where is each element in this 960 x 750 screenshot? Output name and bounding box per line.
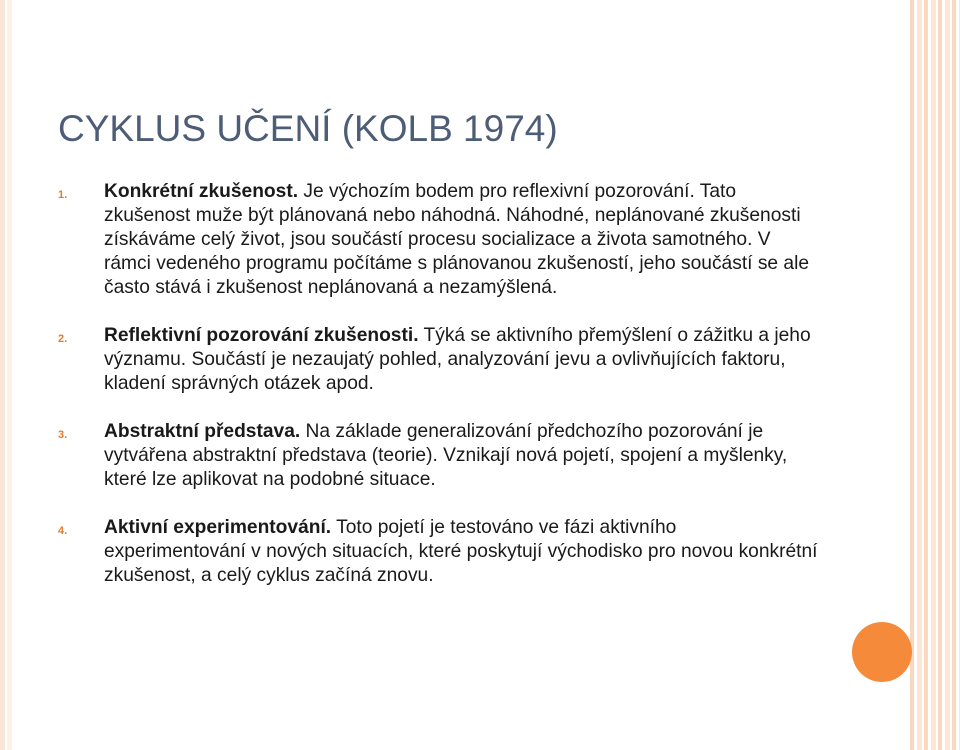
list-item (58, 420, 818, 492)
item-number: 4. (58, 525, 68, 537)
item-heading: Abstraktní představa. (104, 421, 301, 442)
list-item (58, 180, 818, 300)
item-number: 2. (58, 333, 68, 345)
item-text: Toto pojetí je testováno ve fázi aktivního experimentování v nových situacích, které poskytují východisko pro novou konkrétní zkušenost, a celý cyklus začíná znovu. (104, 517, 818, 586)
item-text: Na základe generalizování předchozího pozorování je vytvářena abstraktní představa (teorie). Vznikají nová pojetí, spojení a myšlenky, které lze aplikovat na podobné situace. (104, 421, 788, 490)
item-heading: Konkrétní zkušenost. (104, 181, 299, 202)
list-item (58, 324, 818, 396)
kolb-cycle-list (58, 180, 818, 612)
item-text: Týká se aktivního přemýšlení o zážitku a jeho významu. Součástí je nezaujatý pohled, analyzování jevu a ovlivňujících faktoru, kladení správných otázek apod. (104, 325, 811, 394)
item-text: Je výchozím bodem pro reflexivní pozorování. Tato zkušenost muže být plánovaná nebo náhodná. Náhodné, neplánované zkušenosti získáváme celý život, jsou součástí procesu socializace a života samotného. V rámci vedeného programu počítáme s plánovanou zkušeností, jeho součástí se ale často stává i zkušenost neplánovaná a nezamýšlená. (104, 181, 810, 298)
slide-title: CYKLUS UČENÍ (KOLB 1974) (58, 108, 558, 149)
right-decorative-stripes (910, 0, 960, 750)
item-number: 1. (58, 189, 68, 201)
item-heading: Aktivní experimentování. (104, 517, 332, 538)
item-heading: Reflektivní pozorování zkušenosti. (104, 325, 419, 346)
decorative-orange-circle (852, 622, 912, 682)
left-decorative-stripe (0, 0, 14, 750)
list-item (58, 516, 818, 588)
item-number: 3. (58, 429, 68, 441)
